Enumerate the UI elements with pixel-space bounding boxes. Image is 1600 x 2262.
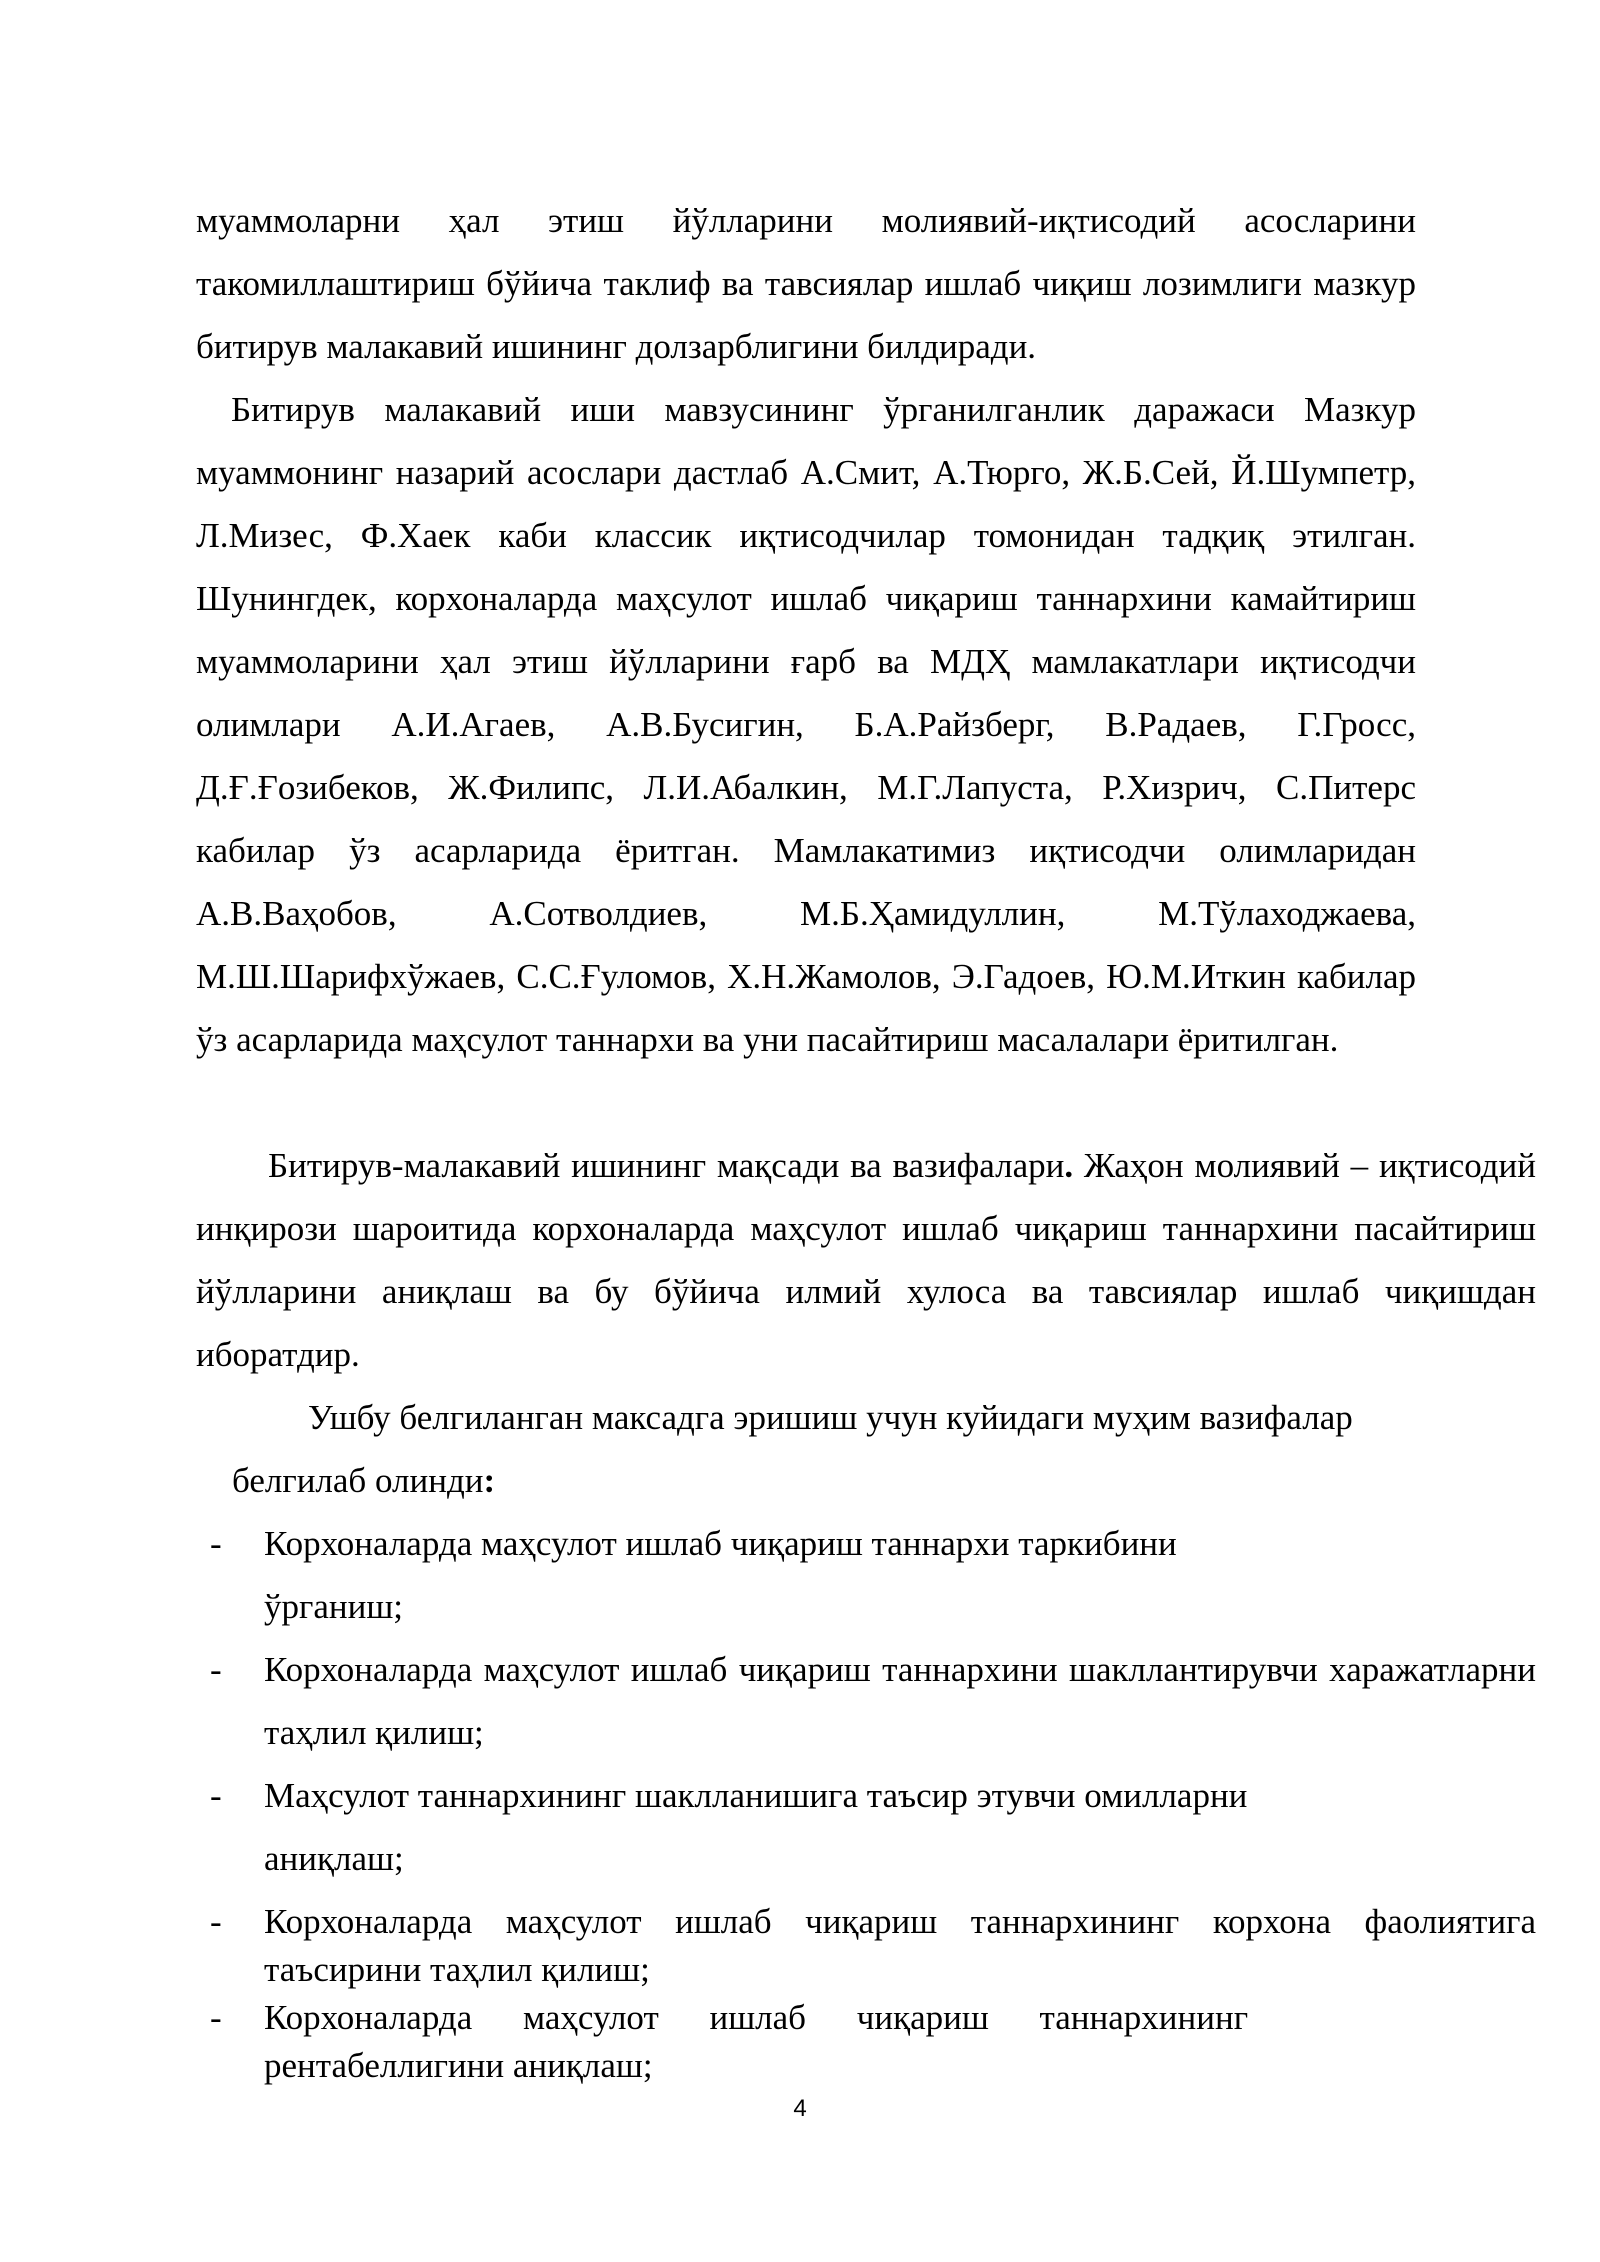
list-item-line: аниқлаш;	[264, 1839, 404, 1878]
list-item-line: ўрганиш;	[264, 1587, 404, 1626]
list-bullet-dash: -	[210, 1650, 222, 1689]
list-bullet-dash: -	[210, 1902, 222, 1941]
paragraph-research-degree: Битирув малакавий иши мавзусининг ўрганилганлик даражаси Мазкур муаммонинг назарий асослари дастлаб А.Смит, А.Тюрго, Ж.Б.Сей, Й.Шумпетр, Л.Мизес, Ф.Хаек каби классик иқтисодчилар томонидан тадқиқ этилган. Шунингдек, корхоналарда маҳсулот ишлаб чиқариш таннархини камайтириш муаммоларини ҳал этиш йўлларини ғарб ва МДҲ мамлакатлари иқтисодчи олимлари А.И.Агаев, А.В.Бусигин, Б.А.Райзберг, В.Радаев, Г.Гросс, Д.Ғ.Ғозибеков, Ж.Филипс, Л.И.Абалкин, М.Г.Лапуста, Р.Хизрич, С.Питерс кабилар ўз асарларида ёритган. Мамлакатимиз иқтисодчи олимларидан А.В.Ваҳобов, А.Сотволдиев, М.Б.Ҳамидуллин, М.Тўлаходжаева, М.Ш.Шарифхўжаев, С.С.Ғуломов, Х.Н.Жамолов, Э.Гадоев, Ю.М.Иткин кабилар ўз асарларида маҳсулот таннархи ва уни пасайтириш масалалари ёритилган.	[196, 390, 1416, 1059]
list-item	[210, 1898, 1536, 1998]
goals-body-text: Жаҳон молиявий – иқтисодий инқирози шароитида корхоналарда маҳсулот ишлаб чиқариш таннархини пасайтириш йўлларини аниқлаш ва бу бўйича илмий хулоса ва тавсиялар ишлаб чиқишдан иборатдир.	[196, 1146, 1536, 1374]
list-bullet-dash: -	[210, 1524, 222, 1563]
list-item-line: Корхоналарда маҳсулот ишлаб чиқариш таннархи таркибини	[264, 1524, 1177, 1563]
list-bullet-dash: -	[210, 1998, 222, 2037]
list-item-line: рентабеллигини аниқлаш;	[264, 2046, 653, 2085]
tasks-intro-colon: :	[483, 1461, 496, 1500]
list-item-text: Корхоналарда маҳсулот ишлаб чиқариш таннархини шакллантирувчи харажатларни таҳлил қилиш;	[264, 1650, 1536, 1752]
list-bullet-dash: -	[210, 1776, 222, 1815]
list-item	[210, 1512, 1536, 1642]
list-item-line: Корхоналарда маҳсулот ишлаб чиқариш таннархининг	[264, 1998, 1249, 2037]
page-number: 4	[793, 2095, 807, 2122]
list-item	[210, 1994, 1536, 2094]
list-item-line: Маҳсулот таннархининг шаклланишига таъсир этувчи омилларни	[264, 1776, 1248, 1815]
list-item-text	[264, 1994, 1536, 2090]
goals-heading-text: Битирув-малакавий ишининг мақсади ва вазифалари	[268, 1146, 1065, 1185]
paragraph-tasks-intro-line2	[232, 1449, 1132, 1512]
list-item	[210, 1764, 1536, 1894]
tasks-intro-text: белгилаб олинди	[232, 1461, 484, 1500]
list-item	[210, 1638, 1536, 1768]
paragraph-tasks-intro-line1: Ушбу белгиланган максадга эришиш учун куйидаги муҳим вазифалар	[308, 1398, 1353, 1437]
paragraph-goals-and-tasks	[196, 1134, 1536, 1386]
list-item-text	[264, 1764, 1536, 1890]
list-item-text: Корхоналарда маҳсулот ишлаб чиқариш таннархининг корхона фаолиятига таъсирини таҳлил қилиш;	[264, 1902, 1536, 1989]
goals-heading-dot: .	[1064, 1146, 1074, 1185]
list-item-text	[264, 1512, 1536, 1638]
paragraph-relevance-conclusion: муаммоларни ҳал этиш йўлларини молиявий-иқтисодий асосларини такомиллаштириш бўйича таклиф ва тавсиялар ишлаб чиқиш лозимлиги мазкур битирув малакавий ишининг долзарблигини билдиради.	[196, 201, 1416, 366]
